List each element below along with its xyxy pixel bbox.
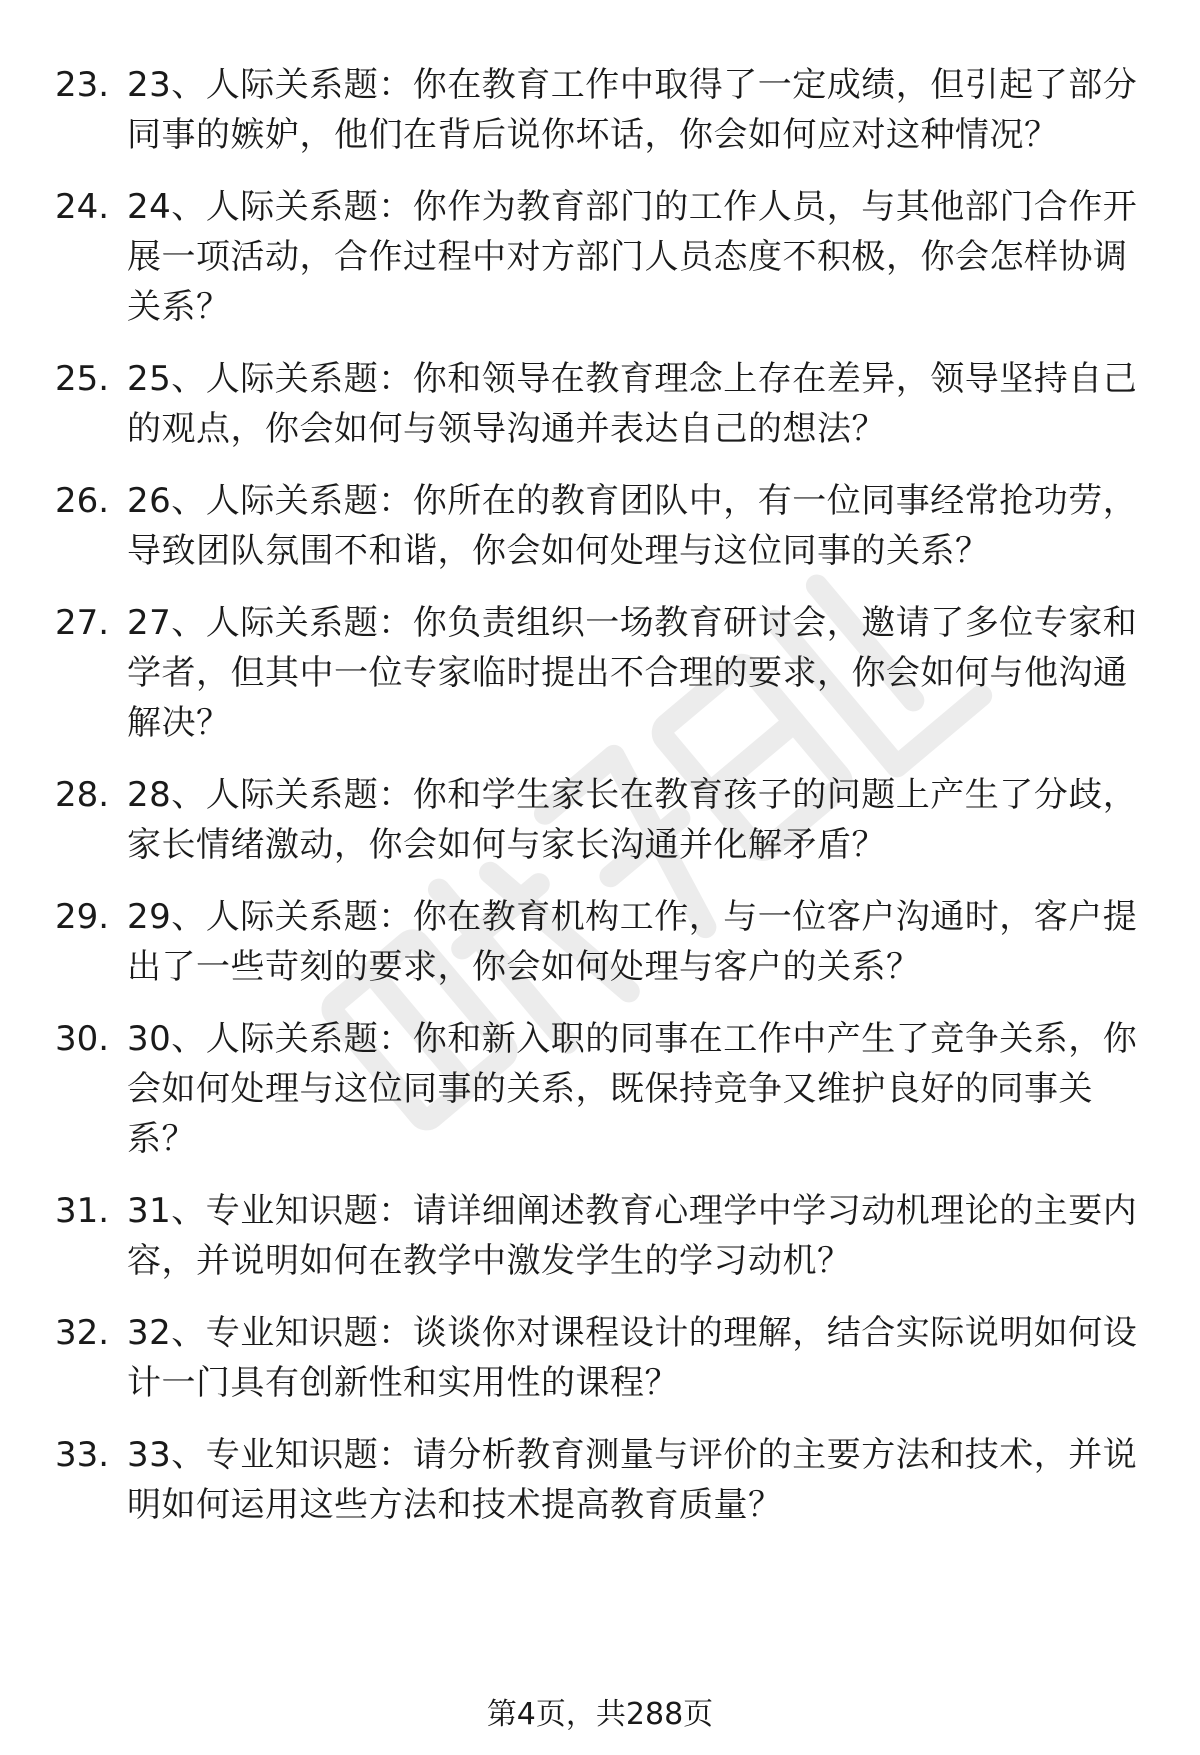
question-item xyxy=(55,60,1145,160)
question-item xyxy=(55,892,1145,992)
question-text: 25、人际关系题：你和领导在教育理念上存在差异，领导坚持自己的观点，你会如何与领导沟通并表达自己的想法？ xyxy=(127,359,1138,449)
question-text: 31、专业知识题：请详细阐述教育心理学中学习动机理论的主要内容，并说明如何在教学中激发学生的学习动机？ xyxy=(127,1191,1138,1281)
question-number: 31. xyxy=(55,1191,110,1231)
question-item xyxy=(55,476,1145,576)
question-number: 30. xyxy=(55,1019,110,1059)
question-number: 26. xyxy=(55,481,110,521)
question-number: 29. xyxy=(55,897,110,937)
question-number: 32. xyxy=(55,1313,110,1353)
question-item xyxy=(55,1014,1145,1164)
question-item xyxy=(55,598,1145,748)
question-text: 33、专业知识题：请分析教育测量与评价的主要方法和技术，并说明如何运用这些方法和技术提高教育质量？ xyxy=(127,1435,1138,1525)
question-number: 27. xyxy=(55,603,110,643)
question-number: 23. xyxy=(55,65,110,105)
question-number: 24. xyxy=(55,187,110,227)
question-text: 24、人际关系题：你作为教育部门的工作人员，与其他部门合作开展一项活动，合作过程中对方部门人员态度不积极，你会怎样协调关系？ xyxy=(127,187,1138,327)
question-text: 32、专业知识题：谈谈你对课程设计的理解，结合实际说明如何设计一门具有创新性和实用性的课程？ xyxy=(127,1313,1138,1403)
question-number: 33. xyxy=(55,1435,110,1475)
question-text: 26、人际关系题：你所在的教育团队中，有一位同事经常抢功劳，导致团队氛围不和谐，你会如何处理与这位同事的关系？ xyxy=(127,481,1138,571)
question-item xyxy=(55,1430,1145,1530)
question-text: 28、人际关系题：你和学生家长在教育孩子的问题上产生了分歧，家长情绪激动，你会如何与家长沟通并化解矛盾？ xyxy=(127,775,1138,865)
question-list xyxy=(55,60,1145,1530)
question-item xyxy=(55,354,1145,454)
question-number: 28. xyxy=(55,775,110,815)
question-item xyxy=(55,1186,1145,1286)
question-text: 29、人际关系题：你在教育机构工作，与一位客户沟通时，客户提出了一些苛刻的要求，你会如何处理与客户的关系？ xyxy=(127,897,1138,987)
question-item xyxy=(55,770,1145,870)
question-item xyxy=(55,182,1145,332)
question-text: 30、人际关系题：你和新入职的同事在工作中产生了竞争关系，你会如何处理与这位同事的关系，既保持竞争又维护良好的同事关系？ xyxy=(127,1019,1138,1159)
question-text: 23、人际关系题：你在教育工作中取得了一定成绩，但引起了部分同事的嫉妒，他们在背后说你坏话，你会如何应对这种情况？ xyxy=(127,65,1138,155)
question-number: 25. xyxy=(55,359,110,399)
question-text: 27、人际关系题：你负责组织一场教育研讨会，邀请了多位专家和学者，但其中一位专家临时提出不合理的要求，你会如何与他沟通解决？ xyxy=(127,603,1138,743)
question-item xyxy=(55,1308,1145,1408)
page-number: 第4页，共288页 xyxy=(486,1697,714,1732)
